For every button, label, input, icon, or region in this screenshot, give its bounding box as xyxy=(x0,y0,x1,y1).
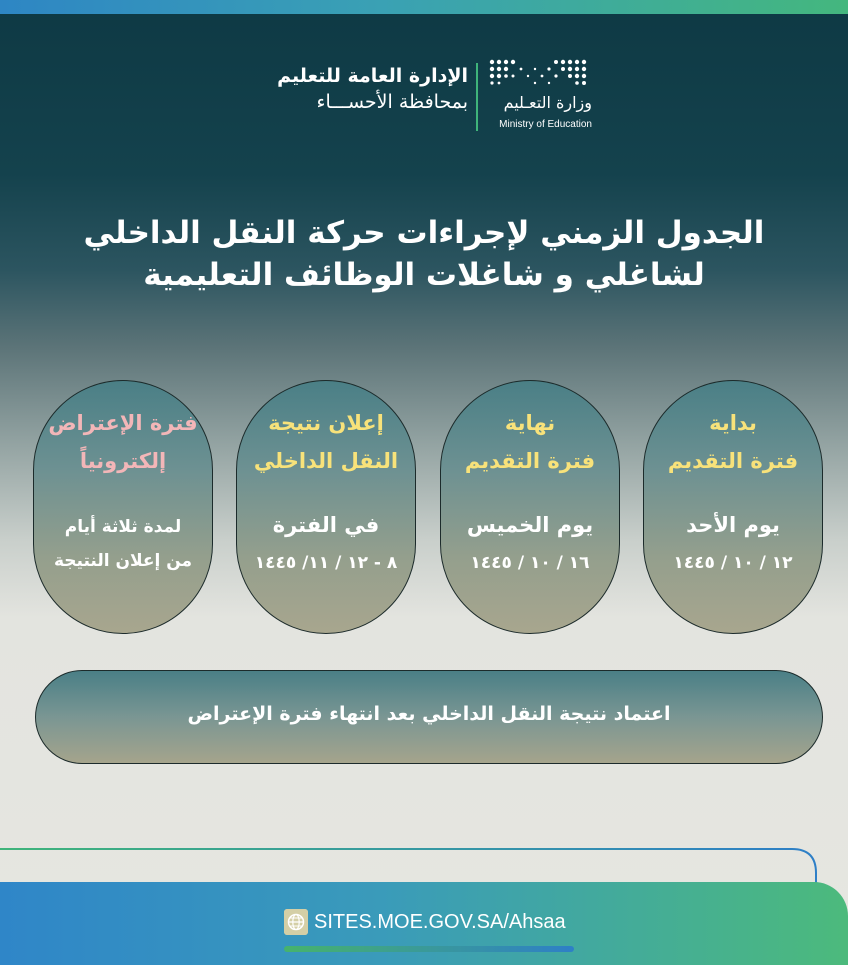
card-heading: فترة الإعتراض xyxy=(48,411,198,435)
card-application-end xyxy=(440,380,620,634)
page-subtitle: لشاغلي و شاغلات الوظائف التعليمية xyxy=(143,257,705,293)
card-application-start xyxy=(643,380,823,634)
globe-icon xyxy=(284,909,308,935)
card-day: في الفترة xyxy=(272,513,380,537)
department-region: بمحافظة الأحســـاء xyxy=(316,91,468,113)
card-heading: النقل الداخلي xyxy=(253,449,399,473)
card-result-announcement xyxy=(236,380,416,634)
card-duration-note: من إعلان النتيجة xyxy=(53,551,193,571)
page-title: الجدول الزمني لإجراءات حركة النقل الداخلي xyxy=(83,215,765,251)
ministry-logo-icon xyxy=(488,58,592,92)
card-date: ١٦ / ١٠ / ١٤٤٥ xyxy=(470,553,590,573)
card-day: يوم الأحد xyxy=(686,513,780,537)
website-link[interactable]: SITES.MOE.GOV.SA/Ahsaa xyxy=(314,911,566,933)
approval-note-box xyxy=(35,670,823,764)
card-appeal-period xyxy=(33,380,213,634)
card-heading: إعلان نتيجة xyxy=(268,411,384,435)
card-duration: لمدة ثلاثة أيام xyxy=(64,517,182,537)
card-heading: نهاية xyxy=(504,411,556,435)
top-gradient-bar xyxy=(0,0,848,14)
card-heading: إلكترونياً xyxy=(79,449,167,473)
card-date: ٨ - ١٢ / ١١/ ١٤٤٥ xyxy=(254,553,398,573)
card-day: يوم الخميس xyxy=(466,513,594,537)
approval-note: اعتماد نتيجة النقل الداخلي بعد انتهاء فترة الإعتراض xyxy=(187,703,671,725)
ministry-name-arabic: وزارة التعـليم xyxy=(503,93,592,112)
card-heading: فترة التقديم xyxy=(464,449,596,473)
logo-divider xyxy=(476,63,478,131)
header-logo xyxy=(250,55,600,135)
ministry-name-english: Ministry of Education xyxy=(499,119,592,130)
card-heading: فترة التقديم xyxy=(667,449,799,473)
card-date: ١٢ / ١٠ / ١٤٤٥ xyxy=(673,553,793,573)
url-underline xyxy=(284,946,574,952)
card-heading: بداية xyxy=(709,411,757,435)
department-name: الإدارة العامة للتعليم xyxy=(277,65,468,87)
